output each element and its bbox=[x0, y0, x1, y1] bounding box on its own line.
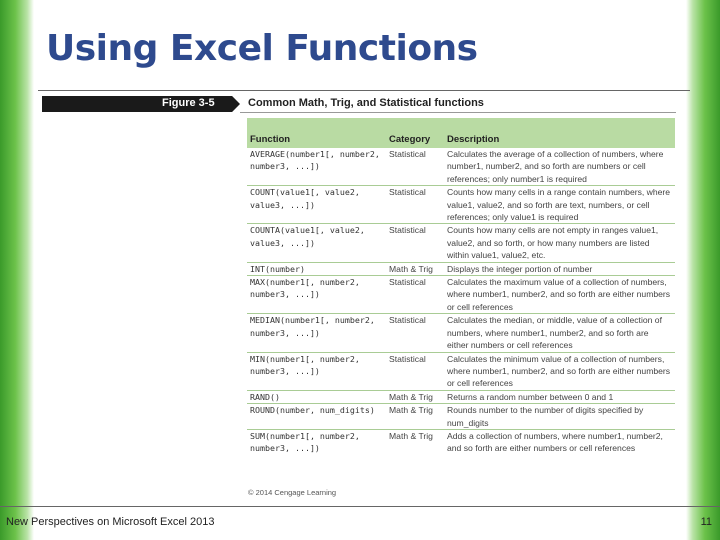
category-cell: Math & Trig bbox=[389, 430, 433, 441]
category-cell: Math & Trig bbox=[386, 404, 444, 430]
right-decorative-bar bbox=[686, 0, 720, 540]
table-row bbox=[247, 224, 675, 262]
functions-table bbox=[247, 118, 675, 455]
function-cell: MAX(number1[, number2, number3, ...]) bbox=[247, 276, 386, 314]
description-cell: Returns a random number between 0 and 1 bbox=[444, 390, 675, 403]
function-cell: MEDIAN(number1[, number2, number3, ...]) bbox=[247, 314, 386, 352]
description-cell: Adds a collection of numbers, where number1, number2, and so forth are either numbers or cell references bbox=[447, 430, 663, 454]
page-number: 11 bbox=[700, 516, 712, 528]
function-cell: SUM(number1[, number2, number3, ...]) bbox=[250, 430, 360, 454]
figure-divider bbox=[240, 112, 676, 113]
table-row bbox=[247, 429, 675, 454]
slide-title: Using Excel Functions bbox=[46, 28, 478, 69]
table-row bbox=[247, 148, 675, 186]
description-cell: Rounds number to the number of digits specified by num_digits bbox=[444, 404, 675, 430]
copyright-notice: © 2014 Cengage Learning bbox=[248, 488, 337, 497]
table-row bbox=[247, 276, 675, 314]
table-row bbox=[247, 314, 675, 352]
footer-course-title: New Perspectives on Microsoft Excel 2013 bbox=[6, 516, 215, 528]
description-cell: Calculates the median, or middle, value of a collection of numbers, where number1, number2, and so forth are either numbers or cell references bbox=[444, 314, 675, 352]
category-cell: Statistical bbox=[386, 148, 444, 186]
category-cell: Statistical bbox=[386, 276, 444, 314]
table-row bbox=[247, 262, 675, 275]
function-cell: COUNT(value1[, value2, value3, ...]) bbox=[247, 186, 386, 224]
description-cell: Counts how many cells in a range contain numbers, where value1, value2, and so forth are text, numbers, or cell references; only value1 is required bbox=[444, 186, 675, 224]
figure-label: Figure 3-5 bbox=[162, 97, 215, 109]
function-cell: RAND() bbox=[247, 390, 386, 403]
category-cell: Statistical bbox=[386, 224, 444, 262]
description-cell: Displays the integer portion of number bbox=[444, 262, 675, 275]
table-row bbox=[247, 352, 675, 390]
table-row bbox=[247, 186, 675, 224]
table-header-row bbox=[247, 118, 675, 148]
description-cell: Calculates the maximum value of a collection of numbers, where number1, number2, and so forth are either numbers or cell references bbox=[444, 276, 675, 314]
table-row bbox=[247, 404, 675, 430]
description-cell: Counts how many cells are not empty in ranges value1, value2, and so forth, or how many numbers are listed within value1, value2, etc. bbox=[444, 224, 675, 262]
column-header-function: Function bbox=[247, 118, 386, 148]
figure-title: Common Math, Trig, and Statistical functions bbox=[248, 97, 484, 109]
function-cell: AVERAGE(number1[, number2, number3, ...]) bbox=[247, 148, 386, 186]
category-cell: Statistical bbox=[386, 186, 444, 224]
function-cell: INT(number) bbox=[247, 262, 386, 275]
function-cell: COUNTA(value1[, value2, value3, ...]) bbox=[247, 224, 386, 262]
function-cell: ROUND(number, num_digits) bbox=[247, 404, 386, 430]
column-header-category: Category bbox=[386, 118, 444, 148]
left-decorative-bar bbox=[0, 0, 34, 540]
category-cell: Math & Trig bbox=[386, 262, 444, 275]
column-header-description: Description bbox=[444, 118, 675, 148]
category-cell: Math & Trig bbox=[386, 390, 444, 403]
function-cell: MIN(number1[, number2, number3, ...]) bbox=[247, 352, 386, 390]
category-cell: Statistical bbox=[386, 314, 444, 352]
category-cell: Statistical bbox=[386, 352, 444, 390]
title-divider bbox=[38, 90, 690, 91]
description-cell: Calculates the minimum value of a collection of numbers, where number1, number2, and so forth are either numbers or cell references bbox=[444, 352, 675, 390]
description-cell: Calculates the average of a collection of numbers, where number1, number2, and so forth are numbers or cell references; only number1 is required bbox=[444, 148, 675, 186]
table-row bbox=[247, 390, 675, 403]
footer-divider bbox=[0, 506, 720, 507]
